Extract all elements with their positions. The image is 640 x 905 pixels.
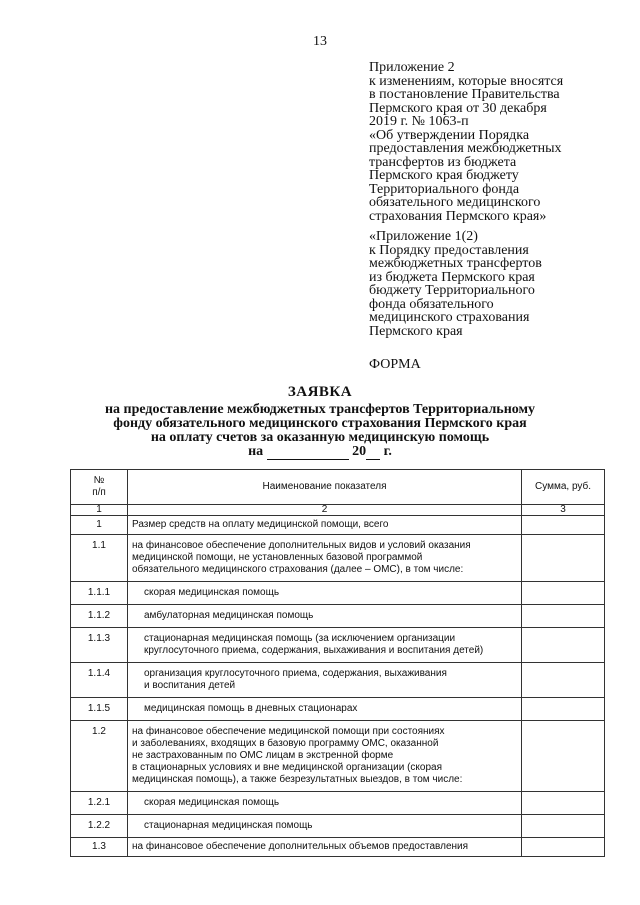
row-number: 1.1.4 — [71, 663, 128, 698]
row-indicator-name — [128, 815, 522, 838]
table-row — [71, 605, 605, 628]
table-row — [71, 663, 605, 698]
row-sum-cell — [522, 838, 605, 857]
row-sum-cell — [522, 663, 605, 698]
appendix-main-line: Пермского края от 30 декабря — [369, 100, 547, 116]
document-subtitle — [0, 403, 640, 445]
appendix-main-line: Территориального фонда — [369, 181, 520, 197]
row-text-line: на финансовое обеспечение медицинской помощи при состояниях — [132, 726, 445, 737]
appendix-main-line: к изменениям, которые вносятся — [369, 73, 564, 89]
table-header-row — [71, 470, 605, 505]
appendix-main-line: Пермского края бюджету — [369, 168, 519, 183]
row-text-line: медицинская помощь в дневных стационарах — [144, 703, 358, 714]
row-text-line: на финансовое обеспечение дополнительных объемов предоставления — [132, 841, 469, 852]
row-number: 1.1.2 — [71, 605, 128, 628]
appendix-sub-line: «Приложение 1(2) — [369, 229, 478, 244]
row-text-line: скорая медицинская помощь — [144, 587, 280, 598]
row-indicator-name — [128, 628, 522, 663]
row-text-line: в стационарных условиях и вне медицинской организации (скорая — [132, 762, 443, 773]
table-column-index-row — [71, 505, 605, 516]
row-sum-cell — [522, 535, 605, 582]
table-row — [71, 582, 605, 605]
table-row — [71, 838, 605, 857]
row-number: 1.2 — [71, 721, 128, 792]
row-indicator-name — [128, 605, 522, 628]
table-row — [71, 698, 605, 721]
date-line — [0, 445, 640, 460]
subtitle-line: на оплату счетов за оказанную медицинскую помощь — [150, 430, 490, 445]
row-text-line: и воспитания детей — [144, 680, 236, 691]
row-sum-cell — [522, 698, 605, 721]
appendix-sub-line: к Порядку предоставления — [369, 242, 529, 258]
row-sum-cell — [522, 792, 605, 815]
row-number: 1.1.3 — [71, 628, 128, 663]
table-row — [71, 516, 605, 535]
row-indicator-name — [128, 535, 522, 582]
page-number: 13 — [313, 34, 327, 49]
appendix-main-line: страхования Пермского края» — [369, 208, 547, 224]
date-suffix: г. — [383, 444, 392, 459]
row-text-line: круглосуточного приема, содержания, выхаживания и воспитания детей) — [144, 645, 484, 656]
row-text-line: медицинская помощь), а также безрезультатных выездов, в том числе: — [132, 774, 463, 785]
column-index: 3 — [522, 505, 605, 516]
header-number: № п/п — [71, 470, 128, 505]
appendix-sub-line: Пермского края — [369, 323, 463, 339]
row-indicator-name — [128, 721, 522, 792]
row-number: 1.2.2 — [71, 815, 128, 838]
appendix-main-line: трансфертов из бюджета — [369, 154, 517, 170]
appendix-sub-line: межбюджетных трансфертов — [369, 256, 542, 271]
table-row — [71, 535, 605, 582]
row-text-line: стационарная медицинская помощь — [144, 820, 313, 831]
header-indicator-name: Наименование показателя — [128, 470, 522, 505]
appendix-sub-line: медицинского страхования — [369, 310, 530, 325]
form-label: ФОРМА — [369, 357, 421, 372]
row-sum-cell — [522, 516, 605, 535]
appendix-sub-line: бюджету Территориального — [369, 283, 535, 298]
row-number: 1.3 — [71, 838, 128, 857]
row-sum-cell — [522, 582, 605, 605]
subtitle-line: на предоставление межбюджетных трансфертов Территориальному — [104, 402, 536, 417]
row-text-line: Размер средств на оплату медицинской помощи, всего — [132, 519, 389, 530]
table-row — [71, 721, 605, 792]
appendix-main-line: Приложение 2 — [369, 60, 455, 75]
row-text-line: организация круглосуточного приема, содержания, выхаживания — [144, 668, 447, 679]
row-text-line: амбулаторная медицинская помощь — [144, 610, 314, 621]
column-index: 1 — [71, 505, 128, 516]
row-text-line: скорая медицинская помощь — [144, 797, 280, 808]
row-sum-cell — [522, 815, 605, 838]
row-indicator-name — [128, 698, 522, 721]
appendix-main-line: в постановление Правительства — [369, 87, 560, 102]
row-text-line: и заболеваниях, входящих в базовую программу ОМС, оказанной — [132, 738, 439, 749]
table-row — [71, 792, 605, 815]
row-sum-cell — [522, 628, 605, 663]
row-sum-cell — [522, 605, 605, 628]
header-sum: Сумма, руб. — [522, 470, 605, 505]
appendix-sub-line: из бюджета Пермского края — [369, 269, 535, 285]
table-row — [71, 628, 605, 663]
appendix-main-line: 2019 г. № 1063-п — [369, 114, 469, 129]
row-number: 1.1.1 — [71, 582, 128, 605]
row-text-line: не застрахованным по ОМС лицам в экстренной форме — [132, 750, 394, 761]
row-indicator-name — [128, 792, 522, 815]
date-blank — [267, 445, 349, 460]
row-text-line: медицинской помощи, не установленных базовой программой — [132, 552, 423, 563]
year-blank — [366, 445, 380, 460]
appendix-main-line: «Об утверждении Порядка — [369, 127, 530, 143]
table-row — [71, 815, 605, 838]
subtitle-line: фонду обязательного медицинского страхования Пермского края — [113, 416, 527, 431]
row-sum-cell — [522, 721, 605, 792]
date-year: 20 — [352, 444, 367, 459]
appendix-main-line: предоставления межбюджетных — [369, 141, 562, 156]
appendix-main-block — [369, 61, 609, 223]
document-title-block — [0, 385, 640, 460]
row-number: 1.1.5 — [71, 698, 128, 721]
indicators-table — [70, 469, 605, 857]
row-text-line: стационарная медицинская помощь (за исключением организации — [144, 633, 456, 644]
date-prefix: на — [248, 444, 264, 459]
row-number: 1.1 — [71, 535, 128, 582]
appendix-sub-block — [369, 230, 609, 338]
appendix-main-line: обязательного медицинского — [369, 195, 541, 210]
row-text-line: обязательного медицинского страхования (далее – ОМС), в том числе: — [132, 564, 464, 575]
row-indicator-name — [128, 663, 522, 698]
row-indicator-name — [128, 838, 522, 857]
row-number: 1.2.1 — [71, 792, 128, 815]
row-indicator-name — [128, 516, 522, 535]
document-title: ЗАЯВКА — [287, 384, 353, 400]
column-index: 2 — [128, 505, 522, 516]
appendix-sub-line: фонда обязательного — [369, 296, 494, 312]
row-indicator-name — [128, 582, 522, 605]
row-number: 1 — [71, 516, 128, 535]
row-text-line: на финансовое обеспечение дополнительных видов и условий оказания — [132, 540, 471, 551]
